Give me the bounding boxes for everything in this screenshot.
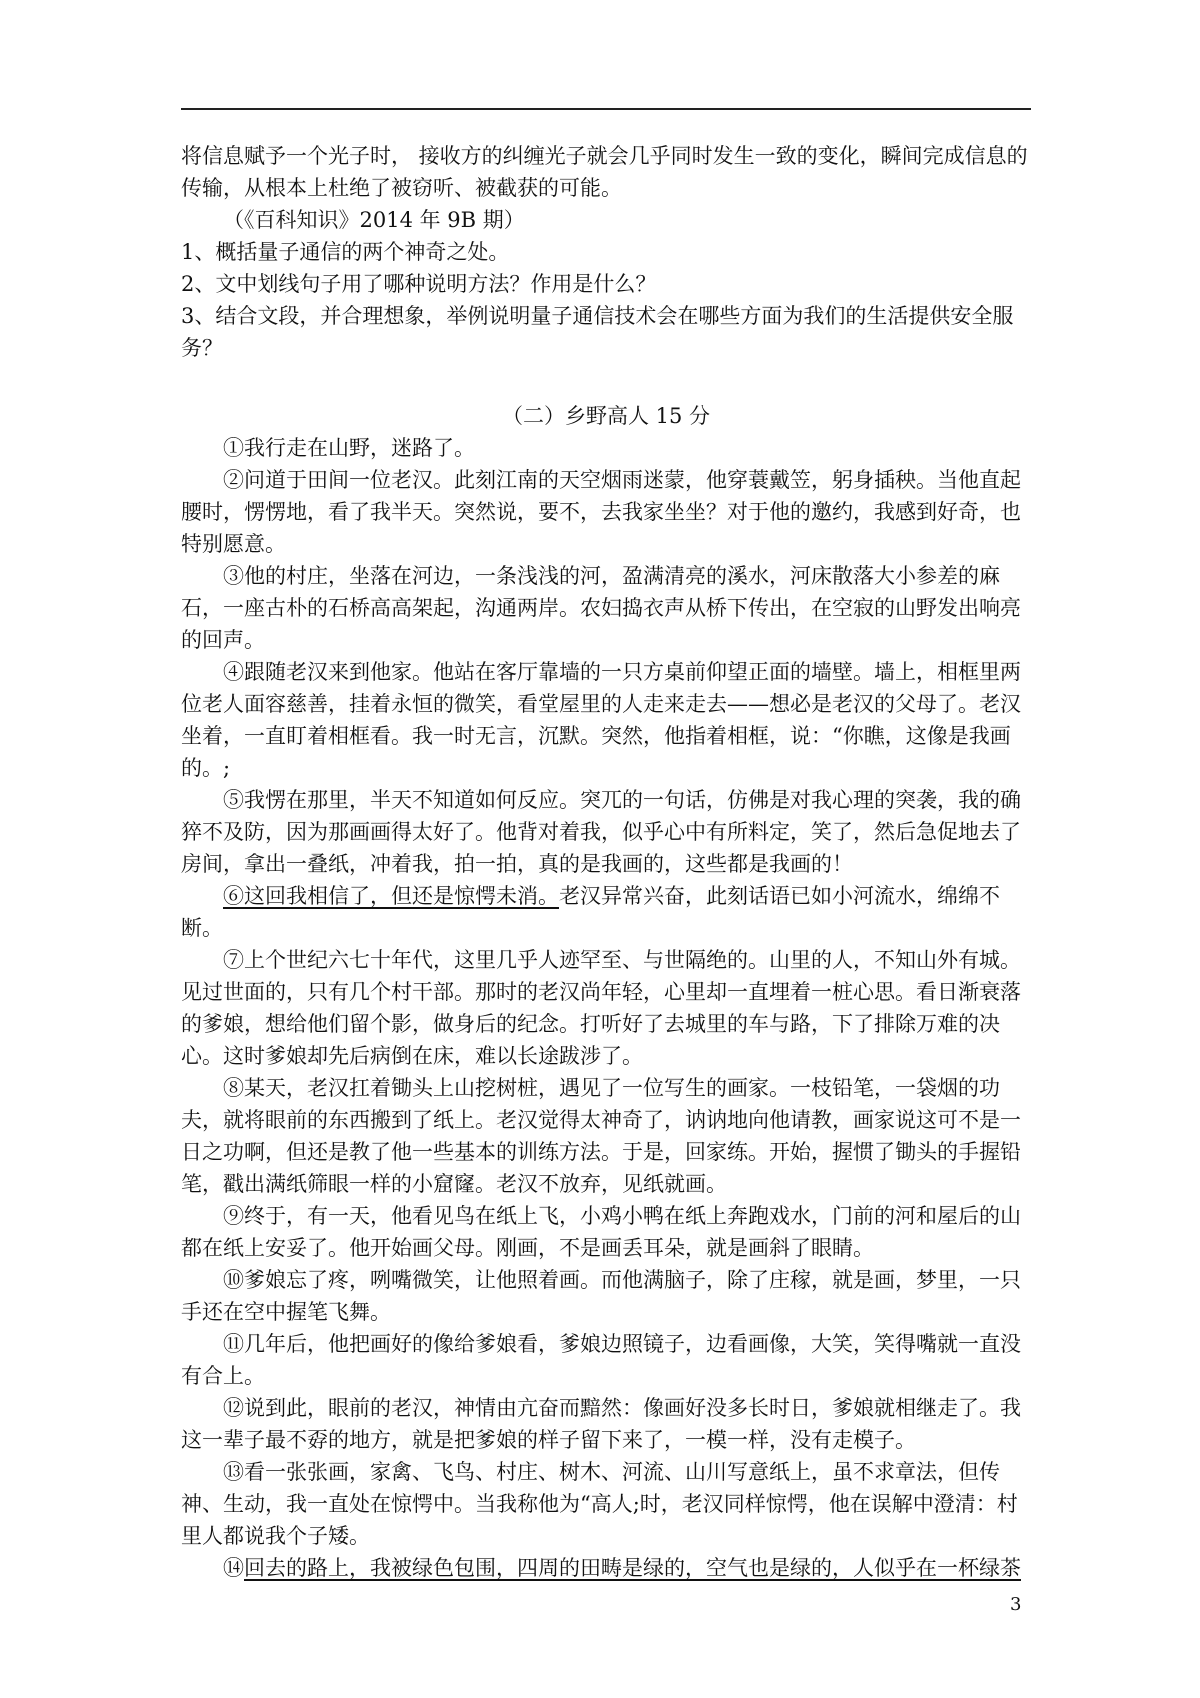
paragraph-12: ⑫说到此，眼前的老汉，神情由亢奋而黯然：像画好没多长时日，爹娘就相继走了。我这一辈子最不孬的地方，就是把爹娘的样子留下来了，一模一样，没有走模子。 <box>181 1396 1021 1452</box>
paragraph-13: ⑬看一张张画，家禽、飞鸟、村庄、树木、河流、山川写意纸上，虽不求章法，但传神、生动，我一直处在惊愕中。当我称他为“高人;时，老汉同样惊愕，他在误解中澄清：村里人都说我个子矮。 <box>181 1460 1018 1548</box>
paragraph-4: ④跟随老汉来到他家。他站在客厅靠墙的一只方桌前仰望正面的墙壁。墙上，相框里两位老人面容慈善，挂着永恒的微笑，看堂屋里的人走来走去——想必是老汉的父母了。老汉坐着，一直盯着相框看。我一时无言，沉默。突然，他指着相框，说：“你瞧，这像是我画的。; <box>181 660 1021 780</box>
paragraph-14 <box>181 1552 1031 1584</box>
paragraph-3: ③他的村庄，坐落在河边，一条浅浅的河，盈满清亮的溪水，河床散落大小参差的麻石，一座古朴的石桥高高架起，沟通两岸。农妇捣衣声从桥下传出，在空寂的山野发出响亮的回声。 <box>181 564 1021 652</box>
paragraph-14-number: ⑭ <box>223 1556 244 1580</box>
paragraph-8: ⑧某天，老汉扛着锄头上山挖树桩，遇见了一位写生的画家。一枝铅笔，一袋烟的功夫，就将眼前的东西搬到了纸上。老汉觉得太神奇了，讷讷地向他请教，画家说这可不是一日之功啊，但还是教了他一些基本的训练方法。于是，回家练。开始，握惯了锄头的手握铅笔，戳出满纸筛眼一样的小窟窿。老汉不放弃，见纸就画。 <box>181 1076 1021 1196</box>
question-1: 1、概括量子通信的两个神奇之处。 <box>181 240 510 264</box>
paragraph-2: ②问道于田间一位老汉。此刻江南的天空烟雨迷蒙，他穿蓑戴笠，躬身插秧。当他直起腰时，愣愣地，看了我半天。突然说，要不，去我家坐坐？对于他的邀约，我感到好奇，也特别愿意。 <box>181 468 1021 556</box>
intro-continuation: 将信息赋予一个光子时， 接收方的纠缠光子就会几乎同时发生一致的变化，瞬间完成信息的传输，从根本上杜绝了被窃听、被截获的可能。 <box>181 144 1028 200</box>
paragraph-7: ⑦上个世纪六七十年代，这里几乎人迹罕至、与世隔绝的。山里的人，不知山外有城。见过世面的，只有几个村干部。那时的老汉尚年轻，心里却一直埋着一桩心思。看日渐衰落的爹娘，想给他们留个影，做身后的纪念。打听好了去城里的车与路，下了排除万难的决心。这时爹娘却先后病倒在床，难以长途跋涉了。 <box>181 948 1021 1068</box>
source-citation: （《百科知识》2014 年 9B 期） <box>223 208 525 232</box>
paragraph-6-rest: 老汉异常兴奋，此刻话语已如小河流水，绵绵不断。 <box>181 884 1000 940</box>
header-rule <box>181 108 1031 110</box>
paragraph-9: ⑨终于，有一天，他看见鸟在纸上飞，小鸡小鸭在纸上奔跑戏水，门前的河和屋后的山都在纸上安妥了。他开始画父母。刚画，不是画丢耳朵，就是画斜了眼睛。 <box>181 1204 1021 1260</box>
paragraph-10: ⑩爹娘忘了疼，咧嘴微笑，让他照着画。而他满脑子，除了庄稼，就是画，梦里，一只手还在空中握笔飞舞。 <box>181 1268 1021 1324</box>
underlined-sentence: ⑥这回我相信了，但还是惊愕未消。 <box>223 884 559 908</box>
underlined-sentence-2: 回去的路上，我被绿色包围，四周的田畴是绿的，空气也是绿的，人似乎在一杯绿茶 <box>244 1556 1021 1580</box>
paragraph-5: ⑤我愣在那里，半天不知道如何反应。突兀的一句话，仿佛是对我心理的突袭，我的确猝不及防，因为那画画得太好了。他背对着我，似乎心中有所料定，笑了，然后急促地去了房间，拿出一叠纸，冲着我，拍一拍，真的是我画的，这些都是我画的！ <box>181 788 1021 876</box>
paragraph-6 <box>181 880 1031 944</box>
paragraph-1: ①我行走在山野，迷路了。 <box>223 436 475 460</box>
page-number: 3 <box>1010 1594 1022 1615</box>
question-3: 3、结合文段，并合理想象，举例说明量子通信技术会在哪些方面为我们的生活提供安全服务？ <box>181 304 1014 360</box>
section-title: （二）乡野高人 15 分 <box>501 404 711 428</box>
document-body <box>181 140 1031 1584</box>
question-2: 2、文中划线句子用了哪种说明方法？作用是什么？ <box>181 272 657 296</box>
paragraph-11: ⑪几年后，他把画好的像给爹娘看，爹娘边照镜子，边看画像，大笑，笑得嘴就一直没有合上。 <box>181 1332 1021 1388</box>
